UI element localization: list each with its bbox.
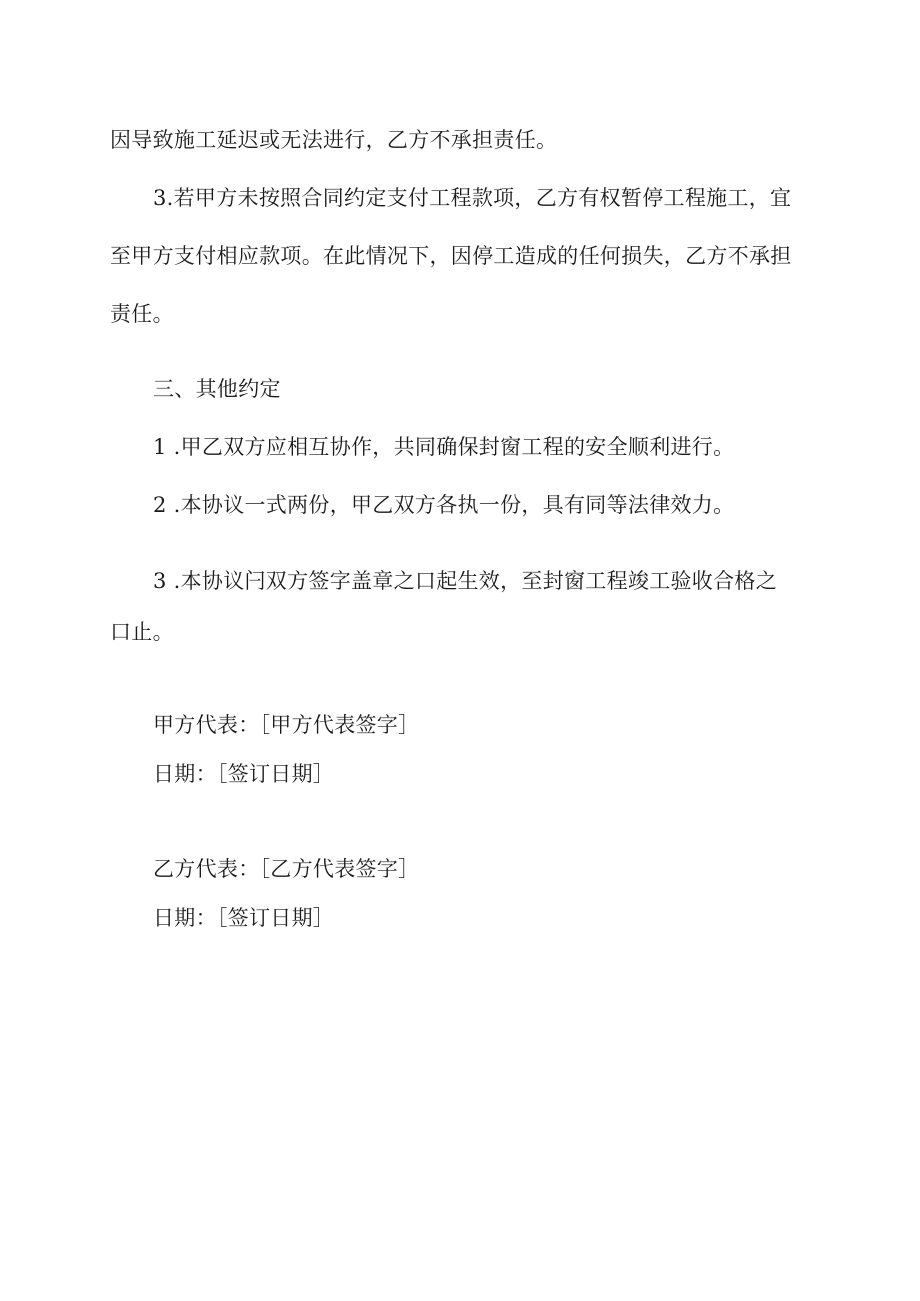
- other-item-3-line1: 3 .本协议闩双方签字盖章之口起生效，至封窗工程竣工验收合格之: [153, 569, 778, 593]
- party-a-representative: 甲方代表：［甲方代表签字］: [153, 713, 420, 737]
- clause3-line2: 至甲方支付相应款项。在此情况下，因停工造成的任何损失，乙方不承担: [110, 244, 792, 268]
- clause2-continuation: 因导致施工延迟或无法进行，乙方不承担责任。: [110, 128, 558, 152]
- party-b-date: 日期：［签订日期］: [153, 906, 335, 930]
- other-item-3-line2: 口止。: [110, 620, 174, 644]
- clause3-line1: 3.若甲方未按照合同约定支付工程款项，乙方有权暂停工程施工，宜: [153, 186, 792, 210]
- section-heading-other: 三、其他约定: [153, 377, 281, 401]
- party-b-representative: 乙方代表：［乙方代表签字］: [153, 857, 420, 881]
- party-a-date: 日期：［签订日期］: [153, 762, 335, 786]
- other-item-2: 2 .本协议一式两份，甲乙双方各执一份，具有同等法律效力。: [153, 493, 735, 517]
- other-item-1: 1 .甲乙双方应相互协作，共同确保封窗工程的安全顺利进行。: [153, 435, 735, 459]
- clause3-line3: 责任。: [110, 302, 174, 326]
